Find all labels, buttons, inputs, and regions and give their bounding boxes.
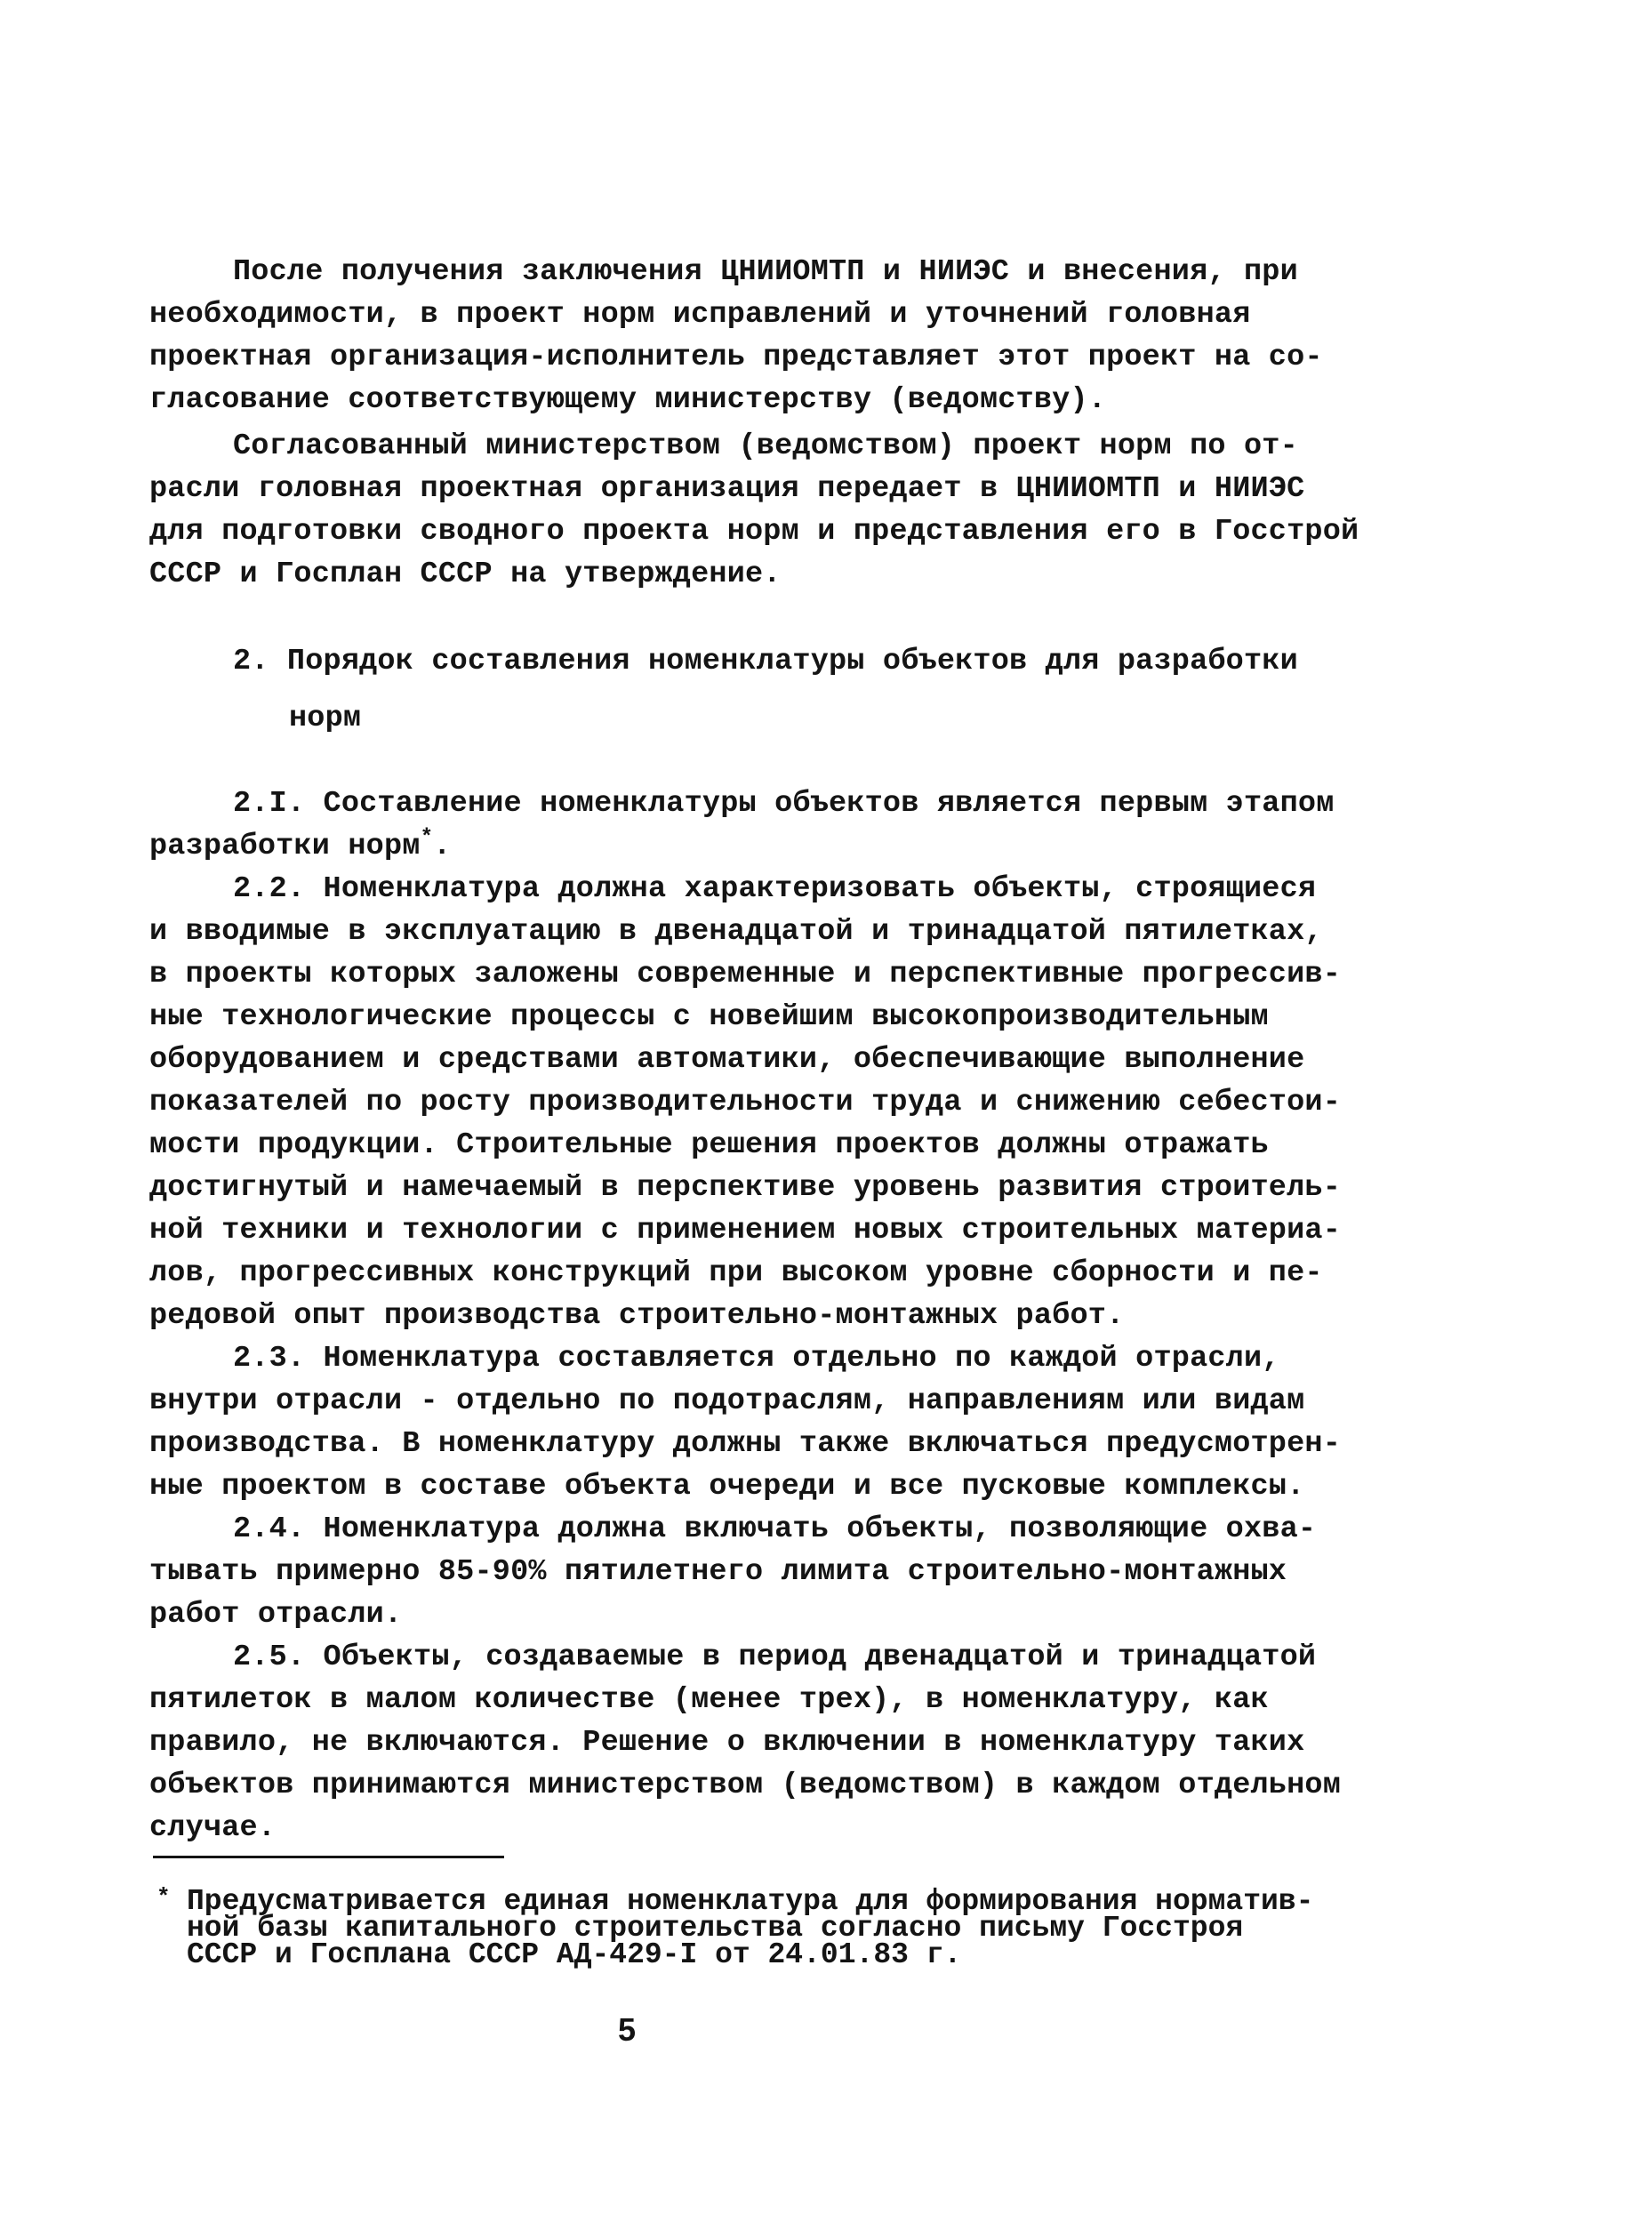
clause-2-3-line-1: 2.3. Номенклатура составляется отдельно по каждой отрасли, [233,1342,1280,1376]
clause-2-2-line-3: в проекты которых заложены современные и перспективные прогрессив- [149,958,1342,991]
clause-2-2-line-4: ные технологические процессы с новейшим высокопроизводительным [149,1000,1269,1034]
footnote-separator [153,1856,504,1858]
section-heading-line-2: норм [289,702,362,735]
clause-2-2-line-7: мости продукции. Строительные решения проектов должны отражать [149,1128,1269,1162]
clause-2-2-line-5: оборудованием и средствами автоматики, обеспечивающие выполнение [149,1043,1305,1077]
paragraph-1-line-4: гласование соответствующему министерству (ведомству). [149,383,1107,417]
clause-2-5-line-5: случае. [149,1811,277,1845]
clause-2-2-line-8: достигнутый и намечаемый в перспективе уровень развития строитель- [149,1171,1342,1205]
clause-2-4-line-3: работ отрасли. [149,1598,403,1632]
clause-2-2-line-10: лов, прогрессивных конструкций при высоком уровне сборности и пе- [149,1256,1323,1290]
clause-2-2-line-9: ной техники и технологии с применением новых строительных материа- [149,1214,1342,1247]
clause-2-2-line-2: и вводимые в эксплуатацию в двенадцатой и тринадцатой пятилетках, [149,915,1323,949]
paragraph-2-line-1: Согласованный министерством (ведомством) проект норм по от- [233,429,1298,463]
clause-2-5-line-3: правило, не включаются. Решение о включении в номенклатуру таких [149,1726,1305,1760]
section-heading-line-1: 2. Порядок составления номенклатуры объектов для разработки [233,645,1298,678]
clause-2-5-line-2: пятилеток в малом количестве (менее трех), в номенклатуру, как [149,1683,1269,1717]
footnote-reference-mark: * [420,826,434,850]
paragraph-1-line-2: необходимости, в проект норм исправлений и уточнений головная [149,298,1251,332]
page-number: 5 [618,2011,637,2048]
paragraph-2-line-4: СССР и Госплан СССР на утверждение. [149,558,782,591]
clause-2-3-line-3: производства. В номенклатуру должны также включаться предусмотрен- [149,1427,1342,1461]
clause-2-4-line-2: тывать примерно 85-90% пятилетнего лимита строительно-монтажных [149,1555,1287,1589]
paragraph-2-line-3: для подготовки сводного проекта норм и представления его в Госстрой [149,515,1359,549]
footnote-mark: * [156,1884,171,1911]
clause-2-5-line-4: объектов принимаются министерством (ведомством) в каждом отдельном [149,1769,1342,1802]
clause-2-2-line-6: показателей по росту производительности труда и снижению себестои- [149,1086,1342,1119]
clause-2-5-line-1: 2.5. Объекты, создаваемые в период двенадцатой и тринадцатой [233,1640,1317,1674]
footnote-line-2: ной базы капитального строительства согласно письму Госстроя [187,1912,1244,1945]
paragraph-1-line-3: проектная организация-исполнитель представляет этот проект на со- [149,341,1323,374]
footnote-line-1: Предусматривается единая номенклатура для формирования норматив- [187,1885,1314,1918]
clause-2-3-line-4: ные проектом в составе объекта очереди и все пусковые комплексы. [149,1470,1305,1504]
clause-2-1-line-1: 2.I. Составление номенклатуры объектов является первым этапом [233,787,1335,821]
clause-2-1-line-2: разработки норм*. [149,826,452,863]
clause-2-4-line-1: 2.4. Номенклатура должна включать объекты, позволяющие охва- [233,1512,1317,1546]
clause-2-3-line-2: внутри отрасли - отдельно по подотраслям, направлениям или видам [149,1384,1305,1418]
clause-2-2-line-1: 2.2. Номенклатура должна характеризовать объекты, строящиеся [233,872,1317,906]
footnote-line-3: СССР и Госплана СССР АД-429-I от 24.01.83 г. [187,1938,962,1971]
paragraph-1-line-1: После получения заключения ЦНИИОМТП и НИИЭС и внесения, при [233,255,1298,289]
clause-2-2-line-11: редовой опыт производства строительно-монтажных работ. [149,1299,1125,1333]
paragraph-2-line-2: расли головная проектная организация передает в ЦНИИОМТП и НИИЭС [149,472,1305,506]
